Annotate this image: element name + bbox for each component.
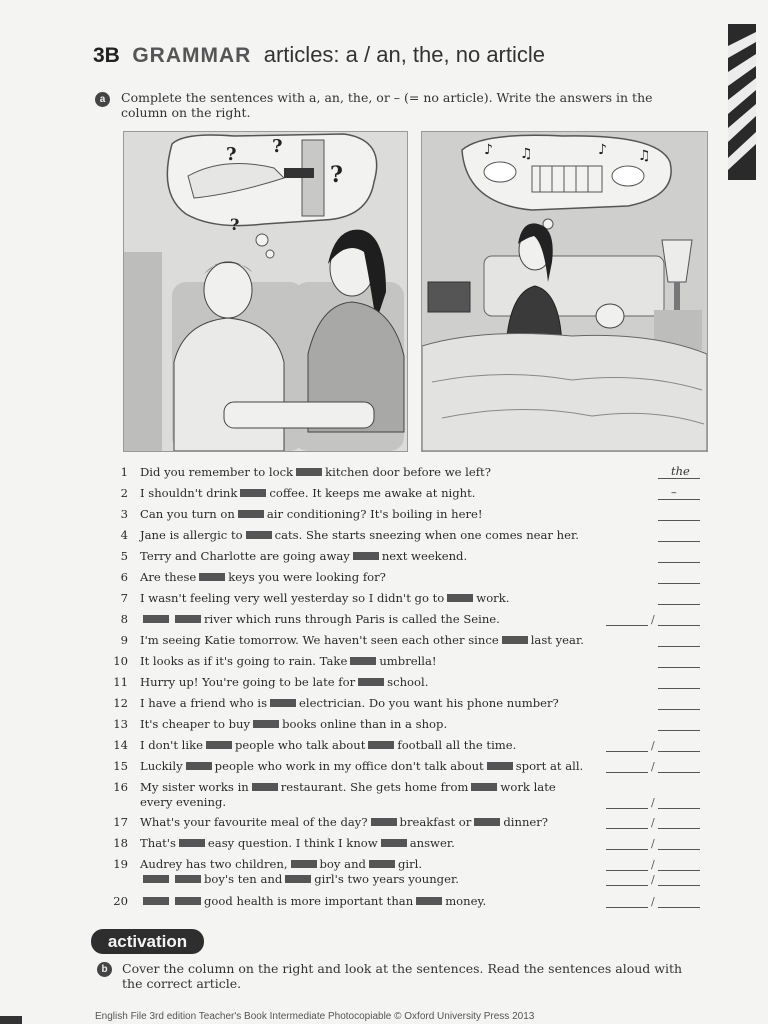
question-fragment: boy and xyxy=(319,857,366,871)
thought-note-3: ♪ xyxy=(598,142,607,158)
answer-value: the xyxy=(671,464,690,478)
question-fragment: keys you were looking for? xyxy=(228,570,386,584)
question-fragment: Hurry up! You're going to be late for xyxy=(140,675,356,689)
blank-gap xyxy=(350,657,376,665)
answer-line[interactable] xyxy=(658,751,700,752)
answer-line[interactable] xyxy=(606,885,648,886)
blank-gap xyxy=(240,489,266,497)
answer-line[interactable] xyxy=(606,808,648,809)
question-fragment: girl. xyxy=(397,857,423,871)
blank-gap xyxy=(175,897,201,905)
answer-line[interactable] xyxy=(658,709,700,710)
blank-gap xyxy=(186,762,212,770)
answer-separator: / xyxy=(651,873,655,886)
answer-line[interactable] xyxy=(658,849,700,850)
answer-line[interactable] xyxy=(606,772,648,773)
unit-code: 3B xyxy=(93,44,120,67)
blank-gap xyxy=(371,818,397,826)
question-number: 11 xyxy=(113,675,128,689)
activation-label: activation xyxy=(91,929,204,954)
exercise-b-number: b xyxy=(97,962,112,977)
question-fragment: I shouldn't drink xyxy=(140,486,238,500)
question-fragment: money. xyxy=(445,894,487,908)
answer-line[interactable] xyxy=(606,751,648,752)
blank-gap xyxy=(175,875,201,883)
answer-line[interactable] xyxy=(606,907,648,908)
blank-gap xyxy=(206,741,232,749)
question-fragment: breakfast or xyxy=(399,815,472,829)
question-fragment: It's cheaper to buy xyxy=(140,717,251,731)
question-fragment: good health is more important than xyxy=(204,894,414,908)
question-text xyxy=(140,780,556,794)
answer-line[interactable] xyxy=(606,828,648,829)
question-number: 2 xyxy=(120,486,128,500)
question-text xyxy=(140,717,447,731)
blank-gap xyxy=(353,552,379,560)
thought-question-1: ? xyxy=(226,144,237,165)
question-fragment: river which runs through Paris is called the Seine. xyxy=(204,612,500,626)
question-19-continued xyxy=(140,872,459,886)
question-number: 4 xyxy=(120,528,128,542)
question-fragment: coffee. It keeps me awake at night. xyxy=(269,486,476,500)
question-fragment: boy's ten and xyxy=(204,872,283,886)
answer-line[interactable] xyxy=(606,625,648,626)
question-fragment: sport at all. xyxy=(515,759,584,773)
question-fragment: My sister works in xyxy=(140,780,249,794)
blank-gap xyxy=(447,594,473,602)
question-text xyxy=(140,507,483,521)
question-number: 18 xyxy=(113,836,128,850)
question-fragment: Jane is allergic to xyxy=(140,528,243,542)
question-fragment: It looks as if it's going to rain. Take xyxy=(140,654,348,668)
blank-gap xyxy=(368,741,394,749)
question-text xyxy=(140,570,386,584)
question-text xyxy=(140,857,422,871)
question-text xyxy=(140,815,548,829)
answer-line[interactable] xyxy=(658,808,700,809)
question-fragment: I don't like xyxy=(140,738,203,752)
question-fragment: easy question. I think I know xyxy=(207,836,378,850)
question-fragment: football all the time. xyxy=(397,738,517,752)
exercise-a-instruction: Complete the sentences with a, an, the, or – (= no article). Write the answers in the column on the right. xyxy=(121,90,653,120)
answer-line[interactable] xyxy=(658,562,700,563)
thought-question-4: ? xyxy=(230,215,240,234)
question-text xyxy=(140,528,579,542)
answer-line[interactable] xyxy=(658,646,700,647)
illustration-bedroom xyxy=(421,131,708,452)
question-fragment: Can you turn on xyxy=(140,507,235,521)
answer-separator: / xyxy=(651,613,655,626)
blank-gap xyxy=(471,783,497,791)
blank-gap xyxy=(252,783,278,791)
thought-note-2: ♫ xyxy=(520,146,533,162)
question-fragment: last year. xyxy=(530,633,584,647)
question-fragment: books online than in a shop. xyxy=(282,717,448,731)
thought-note-4: ♫ xyxy=(638,148,651,164)
question-number: 19 xyxy=(113,857,128,871)
question-fragment: school. xyxy=(387,675,429,689)
question-fragment: I have a friend who is xyxy=(140,696,268,710)
question-number: 13 xyxy=(113,717,128,731)
blank-gap xyxy=(238,510,264,518)
question-text xyxy=(140,654,437,668)
question-number: 3 xyxy=(120,507,128,521)
answer-separator: / xyxy=(651,816,655,829)
blank-gap xyxy=(474,818,500,826)
grammar-topic: articles: a / an, the, no article xyxy=(263,42,546,67)
question-text xyxy=(140,612,500,626)
question-fragment: work. xyxy=(476,591,510,605)
blank-gap xyxy=(143,897,169,905)
blank-gap xyxy=(175,615,201,623)
question-fragment: Luckily xyxy=(140,759,183,773)
blank-gap xyxy=(487,762,513,770)
question-text xyxy=(140,738,516,752)
question-number: 10 xyxy=(113,654,128,668)
answer-line[interactable] xyxy=(658,541,700,542)
question-text xyxy=(140,675,428,689)
question-number: 7 xyxy=(120,591,128,605)
page-corner-mark xyxy=(0,1016,22,1024)
activation-instruction: Cover the column on the right and look at the sentences. Read the sentences aloud with the correct article. xyxy=(122,961,683,991)
section-label: GRAMMAR xyxy=(132,44,252,67)
blank-gap xyxy=(143,875,169,883)
question-fragment: people who talk about xyxy=(234,738,366,752)
question-fragment: air conditioning? It's boiling in here! xyxy=(266,507,483,521)
question-text xyxy=(140,759,583,773)
question-number: 9 xyxy=(120,633,128,647)
answer-separator: / xyxy=(651,739,655,752)
question-number: 8 xyxy=(120,612,128,626)
blank-gap xyxy=(246,531,272,539)
question-text xyxy=(140,591,509,605)
answer-line[interactable] xyxy=(606,870,648,871)
blank-gap xyxy=(179,839,205,847)
blank-gap xyxy=(416,897,442,905)
thought-question-2: ? xyxy=(272,136,283,157)
question-text xyxy=(140,549,467,563)
question-number: 6 xyxy=(120,570,128,584)
answer-line[interactable] xyxy=(606,849,648,850)
blank-gap xyxy=(285,875,311,883)
answer-line[interactable] xyxy=(658,583,700,584)
question-fragment: Audrey has two children, xyxy=(140,857,288,871)
blank-gap xyxy=(143,615,169,623)
answer-line[interactable] xyxy=(658,828,700,829)
copyright-footer: English File 3rd edition Teacher's Book Intermediate Photocopiable © Oxford University Press 2013 xyxy=(95,1011,535,1022)
answer-line[interactable] xyxy=(658,478,700,479)
blank-gap xyxy=(358,678,384,686)
question-text xyxy=(140,465,491,479)
question-number: 16 xyxy=(113,780,128,794)
question-number: 1 xyxy=(120,465,128,479)
question-text xyxy=(140,633,584,647)
answer-line[interactable] xyxy=(658,907,700,908)
answer-line[interactable] xyxy=(658,520,700,521)
answer-line[interactable] xyxy=(658,885,700,886)
question-fragment: I wasn't feeling very well yesterday so I didn't go to xyxy=(140,591,445,605)
page-title xyxy=(93,42,545,68)
question-number: 17 xyxy=(113,815,128,829)
blank-gap xyxy=(253,720,279,728)
question-text xyxy=(140,894,486,908)
blank-gap xyxy=(502,636,528,644)
thought-question-3: ? xyxy=(330,162,343,188)
illustration-plane xyxy=(123,131,408,452)
question-text xyxy=(140,486,475,500)
question-fragment: girl's two years younger. xyxy=(314,872,459,886)
question-number: 14 xyxy=(113,738,128,752)
blank-gap xyxy=(199,573,225,581)
question-fragment: I'm seeing Katie tomorrow. We haven't seen each other since xyxy=(140,633,499,647)
question-number: 12 xyxy=(113,696,128,710)
question-fragment: people who work in my office don't talk about xyxy=(214,759,484,773)
answer-value: – xyxy=(671,485,677,499)
question-fragment: What's your favourite meal of the day? xyxy=(140,815,368,829)
answer-line[interactable] xyxy=(658,730,700,731)
question-text xyxy=(140,836,455,850)
question-fragment: kitchen door before we left? xyxy=(325,465,491,479)
answer-separator: / xyxy=(651,858,655,871)
question-fragment: Terry and Charlotte are going away xyxy=(140,549,350,563)
question-fragment: cats. She starts sneezing when one comes near her. xyxy=(274,528,579,542)
question-fragment: That's xyxy=(140,836,176,850)
question-fragment: next weekend. xyxy=(381,549,468,563)
answer-separator: / xyxy=(651,760,655,773)
corner-stripes-decoration xyxy=(728,24,756,180)
answer-separator: / xyxy=(651,895,655,908)
blank-gap xyxy=(381,839,407,847)
answer-line[interactable] xyxy=(658,688,700,689)
question-fragment: umbrella! xyxy=(379,654,437,668)
question-text xyxy=(140,696,559,710)
answer-separator: / xyxy=(651,837,655,850)
answer-line[interactable] xyxy=(658,499,700,500)
answer-line[interactable] xyxy=(658,625,700,626)
answer-separator: / xyxy=(651,796,655,809)
thought-note-1: ♪ xyxy=(484,142,493,158)
answer-line[interactable] xyxy=(658,772,700,773)
question-fragment: restaurant. She gets home from xyxy=(280,780,469,794)
question-fragment: electrician. Do you want his phone number? xyxy=(299,696,559,710)
question-number: 15 xyxy=(113,759,128,773)
question-fragment: dinner? xyxy=(503,815,549,829)
question-fragment: work late xyxy=(500,780,556,794)
question-number: 5 xyxy=(120,549,128,563)
question-fragment: Did you remember to lock xyxy=(140,465,294,479)
answer-line[interactable] xyxy=(658,870,700,871)
question-fragment: answer. xyxy=(409,836,455,850)
blank-gap xyxy=(291,860,317,868)
blank-gap xyxy=(369,860,395,868)
blank-gap xyxy=(296,468,322,476)
question-fragment: Are these xyxy=(140,570,197,584)
answer-line[interactable] xyxy=(658,667,700,668)
exercise-a-number: a xyxy=(95,92,110,107)
question-16-continued: every evening. xyxy=(140,795,227,809)
answer-line[interactable] xyxy=(658,604,700,605)
question-number: 20 xyxy=(113,894,128,908)
blank-gap xyxy=(270,699,296,707)
